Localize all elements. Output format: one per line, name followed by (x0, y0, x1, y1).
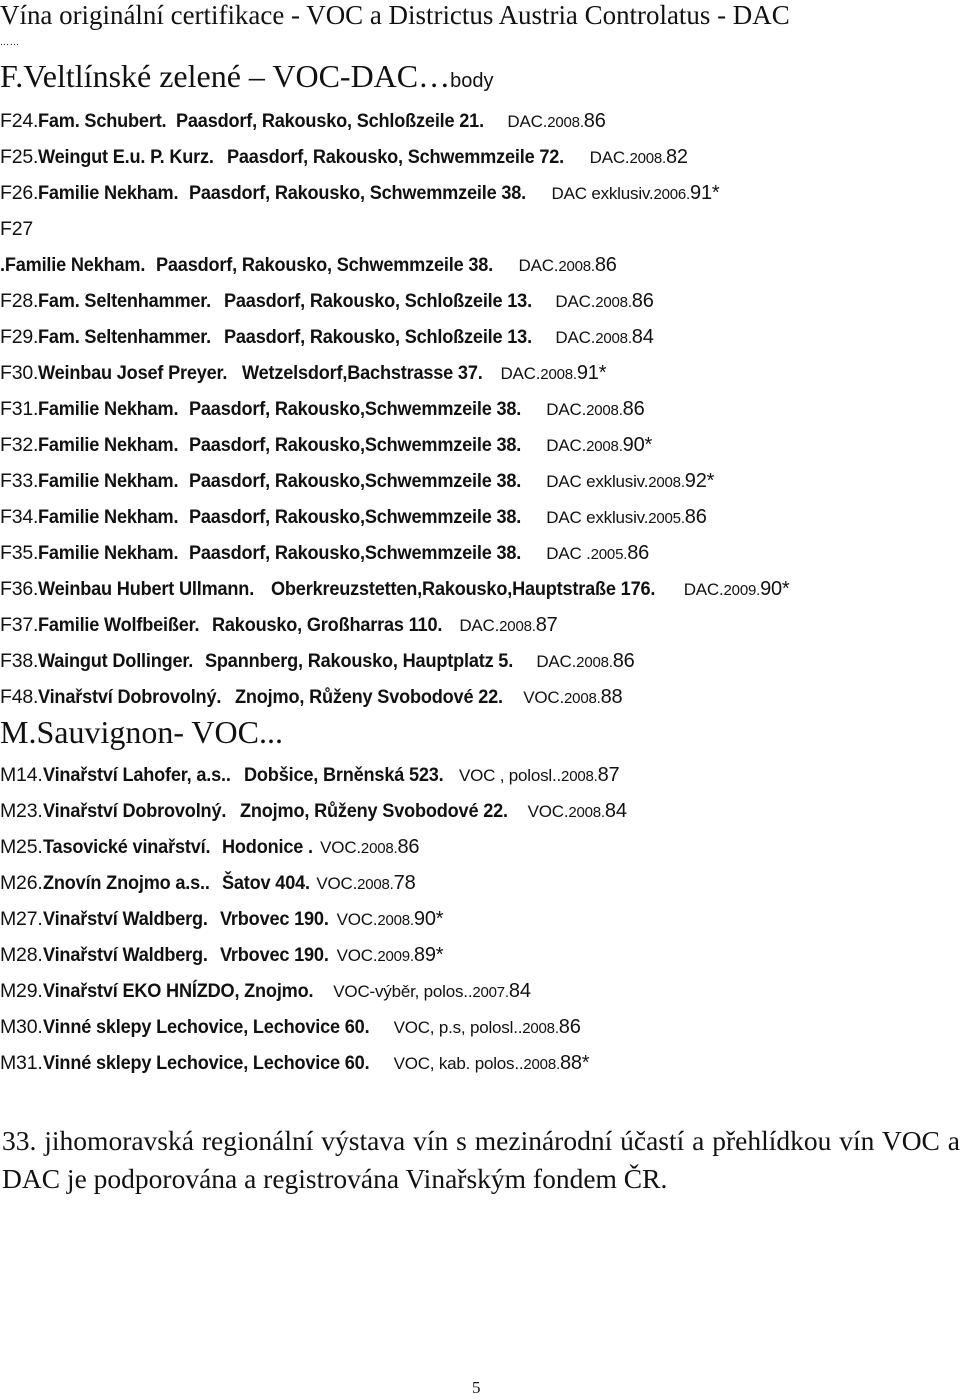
entry-score: 90* (413, 908, 444, 930)
entry-code: M29. (0, 980, 43, 1002)
entry-row (0, 144, 688, 172)
entry-code: F32. (0, 434, 39, 456)
entry-producer: Vinařství Dobrovolný. (42, 800, 226, 822)
entry-score: 82 (666, 146, 688, 168)
entry-row (0, 576, 790, 604)
entry-classification: VOC, kab. polos.. (393, 1054, 524, 1073)
entry-score: 84 (604, 800, 627, 822)
header-mark: …… (0, 37, 20, 47)
entry-row (0, 324, 654, 352)
entry-code: M23. (0, 800, 43, 822)
entry-classification: DAC. (518, 256, 559, 275)
entry-row (0, 396, 645, 424)
entry-producer: Waingut Dollinger. (38, 650, 194, 672)
entry-address: Hodonice . (222, 836, 314, 858)
entry-year: 2008. (586, 438, 623, 455)
entry-code: M30. (0, 1016, 43, 1038)
entry-producer: Familie Nekham. (38, 434, 179, 456)
entry-row (0, 978, 531, 1006)
entry-classification: VOC-výběr, polos.. (333, 982, 473, 1001)
entry-producer: Vinařství Lahofer, a.s.. (42, 764, 231, 786)
entry-address: Paasdorf, Rakousko, Schwemmzeile 38. (156, 254, 494, 276)
entry-row (0, 360, 606, 388)
entry-row (0, 432, 652, 460)
entry-classification: DAC. (683, 580, 724, 599)
entry-producer: Znovín Znojmo a.s.. (42, 872, 210, 894)
page-number: 5 (472, 1378, 481, 1397)
entry-row (0, 540, 649, 568)
entry-classification: DAC. (555, 292, 596, 311)
entry-row (0, 252, 617, 280)
entry-classification: DAC. (507, 112, 548, 131)
section-title-veltlin (0, 58, 494, 99)
entry-classification: DAC exklusiv. (551, 184, 654, 203)
entry-row (0, 180, 719, 208)
entry-classification: DAC. (546, 400, 587, 419)
entry-score: 86 (684, 506, 707, 528)
entry-row (0, 504, 707, 532)
entry-address: Oberkreuzstetten,Rakousko,Hauptstraße 176. (270, 578, 655, 600)
entry-row (0, 762, 619, 790)
entry-code: M14. (0, 764, 43, 786)
entry-year: 2008. (595, 294, 632, 311)
entry-year: 2008. (586, 402, 623, 419)
entry-address: Rakousko, Großharras 110. (211, 614, 443, 636)
entry-year: 2006. (653, 186, 691, 203)
entry-address: Paasdorf, Rakousko,Schwemmzeile 38. (189, 398, 522, 420)
entry-row (0, 216, 33, 244)
entry-score: 86 (397, 836, 420, 858)
entry-year: 2005. (648, 510, 685, 527)
footer-note: 33. jihomoravská regionální výstava vín s mezinárodní účastí a přehlídkou vín VOC a DAC je podporována a registrována Vinařským fondem ČR. (2, 1125, 960, 1194)
entry-row (0, 684, 622, 712)
entry-row (0, 108, 606, 136)
entry-year: 2008. (547, 114, 584, 131)
entry-code: F34. (0, 506, 39, 528)
entry-code: M25. (0, 836, 43, 858)
entry-code: F29. (0, 326, 39, 348)
entry-row (0, 612, 558, 640)
entry-year: 2008. (595, 330, 632, 347)
entry-year: 2008. (377, 912, 414, 929)
entry-producer: Weinbau Hubert Ullmann. (38, 578, 255, 600)
entry-score: 86 (558, 1016, 581, 1038)
entry-code: F48. (0, 686, 39, 708)
entry-row (0, 1014, 581, 1042)
entry-producer: Vinné sklepy Lechovice, Lechovice 60. (42, 1052, 369, 1074)
entry-score: 86 (583, 110, 606, 132)
section-title-text: F.Veltlínské zelené – VOC-DAC… (0, 58, 451, 94)
entry-row (0, 1050, 589, 1078)
entry-score: 92* (684, 470, 715, 492)
entry-classification: VOC. (336, 910, 378, 929)
entry-producer: Vinařství Waldberg. (42, 908, 208, 930)
entry-year: 2008. (522, 1020, 559, 1037)
entry-address: Wetzelsdorf,Bachstrasse 37. (241, 362, 483, 384)
entry-code: F31. (0, 398, 39, 420)
entry-producer: Weingut E.u. P. Kurz. (38, 146, 215, 168)
section-title-sauvignon (0, 714, 283, 750)
entry-score: 89* (413, 944, 444, 966)
entry-address: Vrbovec 190. (219, 944, 329, 966)
entry-producer: Weinbau Josef Preyer. (38, 362, 228, 384)
entry-address: Paasdorf, Rakousko, Schwemmzeile 72. (227, 146, 565, 168)
entry-year: 2008. (629, 150, 666, 167)
entry-classification: VOC. (523, 688, 565, 707)
entry-score: 86 (594, 254, 617, 276)
entry-score: 91* (690, 182, 720, 204)
entry-year: 2008. (568, 804, 605, 821)
entry-row (0, 942, 443, 970)
entry-classification: DAC. (459, 616, 500, 635)
entry-producer: Familie Nekham. (38, 398, 179, 420)
entry-code: F28. (0, 290, 39, 312)
entry-code: F26. (0, 182, 39, 204)
entry-score: 87 (535, 614, 558, 636)
entry-producer: Vinařství Waldberg. (42, 944, 208, 966)
page-header-title: Vína originální certifikace - VOC a Districtus Austria Controlatus - DAC (0, 0, 790, 30)
entry-score: 86 (627, 542, 650, 564)
entry-address: Znojmo, Růženy Svobodové 22. (235, 686, 504, 708)
entry-year: 2008. (558, 258, 595, 275)
section-title-suffix: body (450, 70, 494, 92)
entry-classification: VOC, p.s, polosl.. (393, 1018, 523, 1037)
entry-classification: VOC. (320, 838, 361, 857)
entry-classification: VOC. (336, 946, 378, 965)
entry-year: 2008. (648, 474, 685, 491)
entry-producer: Familie Nekham. (38, 542, 179, 564)
entry-score: 78 (393, 872, 416, 894)
entry-row (0, 798, 627, 826)
entry-score: 84 (631, 326, 654, 348)
entry-address: Znojmo, Růženy Svobodové 22. (239, 800, 508, 822)
entry-producer: Vinařství Dobrovolný. (38, 686, 222, 708)
entry-classification: DAC exklusiv. (546, 472, 649, 491)
entry-code: F38. (0, 650, 39, 672)
entry-address: Paasdorf, Rakousko, Schloßzeile 13. (224, 326, 533, 348)
entry-producer: Fam. Seltenhammer. (38, 290, 212, 312)
entry-address: Vrbovec 190. (219, 908, 329, 930)
entry-year: 2009. (377, 948, 414, 965)
entry-code: M28. (0, 944, 43, 966)
entry-classification: DAC exklusiv. (546, 508, 649, 527)
entry-year: 2007. (472, 984, 509, 1001)
entry-year: 2009. (723, 582, 761, 599)
section-title-text: M.Sauvignon- VOC... (0, 714, 283, 750)
entry-score: 88* (559, 1052, 590, 1074)
entry-address: Paasdorf, Rakousko,Schwemmzeile 38. (189, 470, 522, 492)
entry-score: 86 (612, 650, 635, 672)
entry-producer: Familie Nekham. (38, 182, 179, 204)
entry-producer: Fam. Schubert. (38, 110, 167, 132)
entry-year: 2008. (564, 690, 601, 707)
entry-classification: DAC. (500, 364, 541, 383)
entry-address: Dobšice, Brněnská 523. (244, 764, 444, 786)
entry-producer: Tasovické vinařství. (42, 836, 210, 858)
entry-address: Paasdorf, Rakousko, Schwemmzeile 38. (189, 182, 527, 204)
entry-score: 90* (622, 434, 653, 456)
entry-producer: Vinné sklepy Lechovice, Lechovice 60. (42, 1016, 369, 1038)
entry-classification: DAC. (555, 328, 596, 347)
entry-year: 2008. (499, 618, 536, 635)
entry-code: M26. (0, 872, 43, 894)
entry-year: 2008. (561, 768, 598, 785)
entry-code: F36. (0, 578, 39, 600)
entry-score: 91* (576, 362, 607, 384)
entry-code: M31. (0, 1052, 43, 1074)
entry-score: 86 (622, 398, 645, 420)
entry-score: 84 (508, 980, 531, 1002)
entry-code: M27. (0, 908, 43, 930)
entry-classification: DAC. (546, 436, 587, 455)
entry-address: Paasdorf, Rakousko, Schloßzeile 21. (176, 110, 485, 132)
entry-address: Paasdorf, Rakousko,Schwemmzeile 38. (189, 434, 522, 456)
entry-code: F27 (0, 218, 34, 240)
entry-code: F25. (0, 146, 39, 168)
entry-year: 2008. (523, 1056, 560, 1073)
entry-score: 87 (597, 764, 620, 786)
entry-score: 90* (760, 578, 790, 600)
entry-year: 2008. (540, 366, 577, 383)
entry-code: F24. (0, 110, 39, 132)
entry-row (0, 468, 714, 496)
entry-year: 2005. (590, 546, 628, 563)
entry-producer: Familie Wolfbeißer. (38, 614, 200, 636)
entry-code: F37. (0, 614, 39, 636)
entry-year: 2008. (360, 840, 398, 857)
entry-classification: VOC. (527, 802, 569, 821)
entry-row (0, 906, 443, 934)
entry-address: Paasdorf, Rakousko, Schloßzeile 13. (224, 290, 533, 312)
entry-classification: DAC. (536, 652, 577, 671)
entry-row (0, 834, 419, 862)
entry-address: Spannberg, Rakousko, Hauptplatz 5. (205, 650, 514, 672)
entry-code: F35. (0, 542, 39, 564)
entry-year: 2008. (576, 654, 613, 671)
entry-producer: Fam. Seltenhammer. (38, 326, 212, 348)
entry-producer: Familie Nekham. (38, 470, 179, 492)
entry-code: F30. (0, 362, 39, 384)
entry-score: 86 (631, 290, 654, 312)
entry-row (0, 648, 635, 676)
entry-row (0, 870, 416, 898)
entry-producer: .Familie Nekham. (0, 254, 146, 276)
entry-address: Šatov 404. (221, 872, 310, 894)
entry-score: 88 (600, 686, 623, 708)
entry-producer: Familie Nekham. (38, 506, 179, 528)
entry-year: 2008. (357, 876, 394, 893)
entry-classification: VOC. (316, 874, 358, 893)
entry-code: F33. (0, 470, 39, 492)
entry-producer: Vinařství EKO HNÍZDO, Znojmo. (42, 980, 313, 1002)
entry-address: Paasdorf, Rakousko,Schwemmzeile 38. (189, 542, 522, 564)
entry-classification: DAC. (589, 148, 630, 167)
entry-row (0, 288, 654, 316)
entry-classification: VOC , polosl.. (458, 766, 562, 785)
entry-address: Paasdorf, Rakousko,Schwemmzeile 38. (189, 506, 522, 528)
entry-classification: DAC . (546, 544, 591, 563)
